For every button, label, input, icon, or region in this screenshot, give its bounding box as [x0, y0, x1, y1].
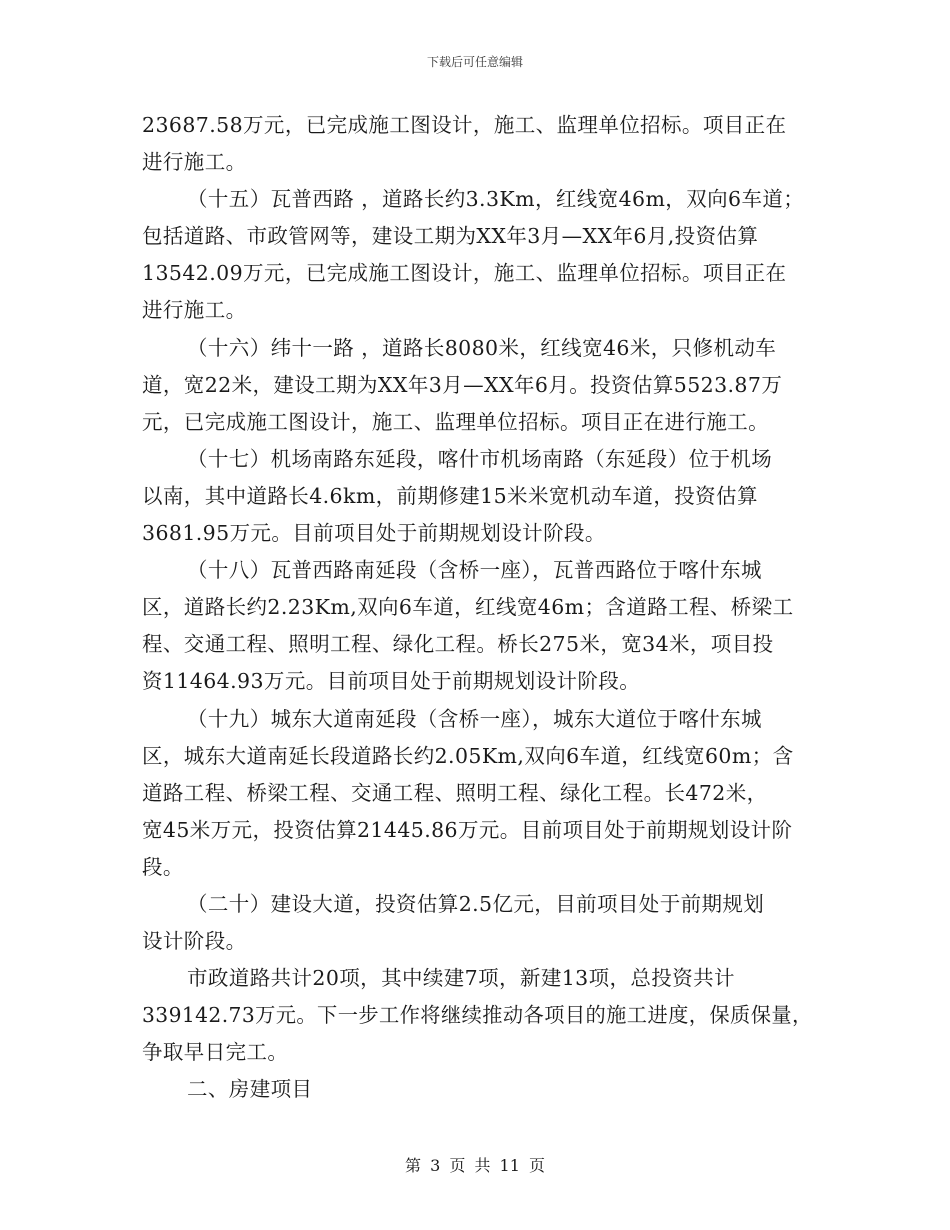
text-line: 宽45米万元，投资估算21445.86万元。目前项目处于前期规划设计阶: [142, 817, 793, 842]
text-line: 3681.95万元。目前项目处于前期规划设计阶段。: [142, 521, 606, 546]
text-line: 道路工程、桥梁工程、交通工程、照明工程、绿化工程。长472米，: [142, 780, 768, 805]
text-line: （十六）纬十一路 ，道路长8080米，红线宽46米，只修机动车: [187, 335, 777, 360]
text-line: 包括道路、市政管网等，建设工期为XX年3月—XX年6月,投资估算: [142, 224, 759, 249]
text-line: 资11464.93万元。目前项目处于前期规划设计阶段。: [142, 669, 641, 694]
text-line: 339142.73万元。下一步工作将继续推动各项目的施工进度，保质保量，: [142, 1003, 813, 1028]
text-line: 进行施工。: [142, 298, 247, 323]
text-line: 区，道路长约2.23Km,双向6车道，红线宽46m；含道路工程、桥梁工: [142, 595, 794, 620]
text-line: （二十）建设大道，投资估算2.5亿元，目前项目处于前期规划: [187, 891, 765, 916]
section-heading: 二、房建项目: [187, 1077, 313, 1102]
text-line: 争取早日完工。: [142, 1040, 289, 1065]
text-line: （十五）瓦普西路 ，道路长约3.3Km，红线宽46m，双向6车道；: [187, 187, 805, 212]
text-line: 程、交通工程、照明工程、绿化工程。桥长275米，宽34米，项目投: [142, 632, 774, 657]
text-line: 道，宽22米，建设工期为XX年3月—XX年6月。投资估算5523.87万: [142, 372, 783, 397]
text-line: （十七）机场南路东延段，喀什市机场南路（东延段）位于机场: [187, 446, 773, 471]
text-line: 13542.09万元，已完成施工图设计，施工、监理单位招标。项目正在: [142, 261, 787, 286]
text-line: 区，城东大道南延长段道路长约2.05Km,双向6车道，红线宽60m；含: [142, 743, 794, 768]
page-header: 下载后可任意编辑: [426, 55, 523, 69]
text-line: 以南，其中道路长4.6km，前期修建15米米宽机动车道，投资估算: [142, 483, 758, 508]
text-line: 元，已完成施工图设计，施工、监理单位招标。项目正在进行施工。: [142, 409, 769, 434]
text-line: 进行施工。: [142, 150, 247, 175]
page-footer: 第 3 页 共 11 页: [405, 1156, 545, 1175]
document-body: [142, 107, 817, 1109]
text-line: （十八）瓦普西路南延段（含桥一座），瓦普西路位于喀什东城: [187, 558, 762, 583]
text-line: 市政道路共计20项，其中续建7项，新建13项，总投资共计: [187, 966, 735, 991]
text-line: 设计阶段。: [142, 929, 247, 954]
text-line: 23687.58万元，已完成施工图设计，施工、监理单位招标。项目正在: [142, 113, 787, 137]
text-line: （十九）城东大道南延段（含桥一座），城东大道位于喀什东城: [187, 706, 762, 731]
text-line: 段。: [142, 854, 184, 879]
